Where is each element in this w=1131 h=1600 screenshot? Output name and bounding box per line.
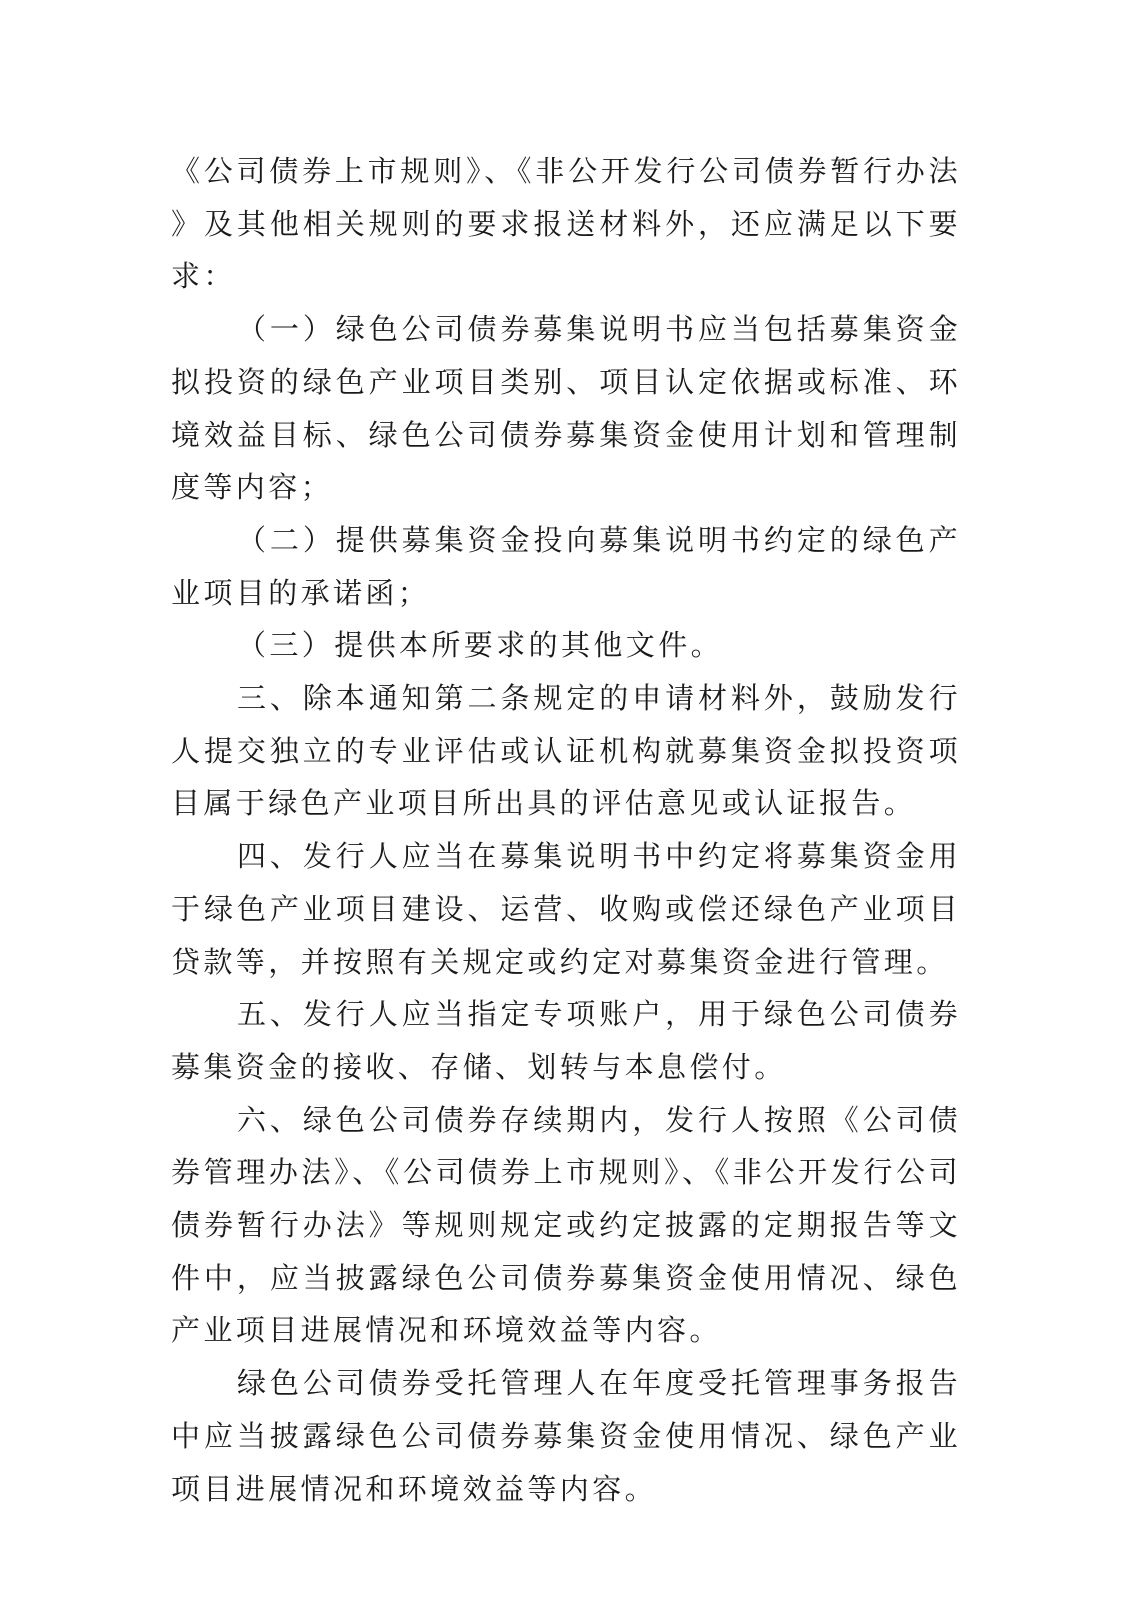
paragraph-item-3: （三）提供本所要求的其他文件。 (237, 628, 724, 663)
paragraph-trustee: 绿色公司债券受托管理人在年度受托管理事务报告中应当披露绿色公司债券募集资金使用情况、绿色产业项目进展情况和环境效益等内容。 (171, 1366, 961, 1506)
paragraph-item-2: （二）提供募集资金投向募集说明书约定的绿色产业项目的承诺函； (171, 522, 961, 610)
paragraph-article-6: 六、绿色公司债券存续期内，发行人按照《公司债券管理办法》、《公司债券上市规则》、《非公开发行公司债券暂行办法》等规则规定或约定披露的定期报告等文件中，应当披露绿色公司债券募集资金使用情况、绿色产业项目进展情况和环境效益等内容。 (171, 1102, 961, 1348)
paragraph-article-3: 三、除本通知第二条规定的申请材料外，鼓励发行人提交独立的专业评估或认证机构就募集资金拟投资项目属于绿色产业项目所出具的评估意见或认证报告。 (171, 681, 961, 821)
paragraph-item-1: （一）绿色公司债券募集说明书应当包括募集资金拟投资的绿色产业项目类别、项目认定依据或标准、环境效益目标、绿色公司债券募集资金使用计划和管理制度等内容； (171, 312, 961, 505)
paragraph-continuation: 《公司债券上市规则》、《非公开发行公司债券暂行办法》及其他相关规则的要求报送材料外，还应满足以下要求： (171, 154, 961, 294)
paragraph-article-4: 四、发行人应当在募集说明书中约定将募集资金用于绿色产业项目建设、运营、收购或偿还绿色产业项目贷款等，并按照有关规定或约定对募集资金进行管理。 (171, 839, 961, 979)
paragraph-article-5: 五、发行人应当指定专项账户，用于绿色公司债券募集资金的接收、存储、划转与本息偿付。 (171, 997, 961, 1084)
document-body (171, 145, 961, 1515)
